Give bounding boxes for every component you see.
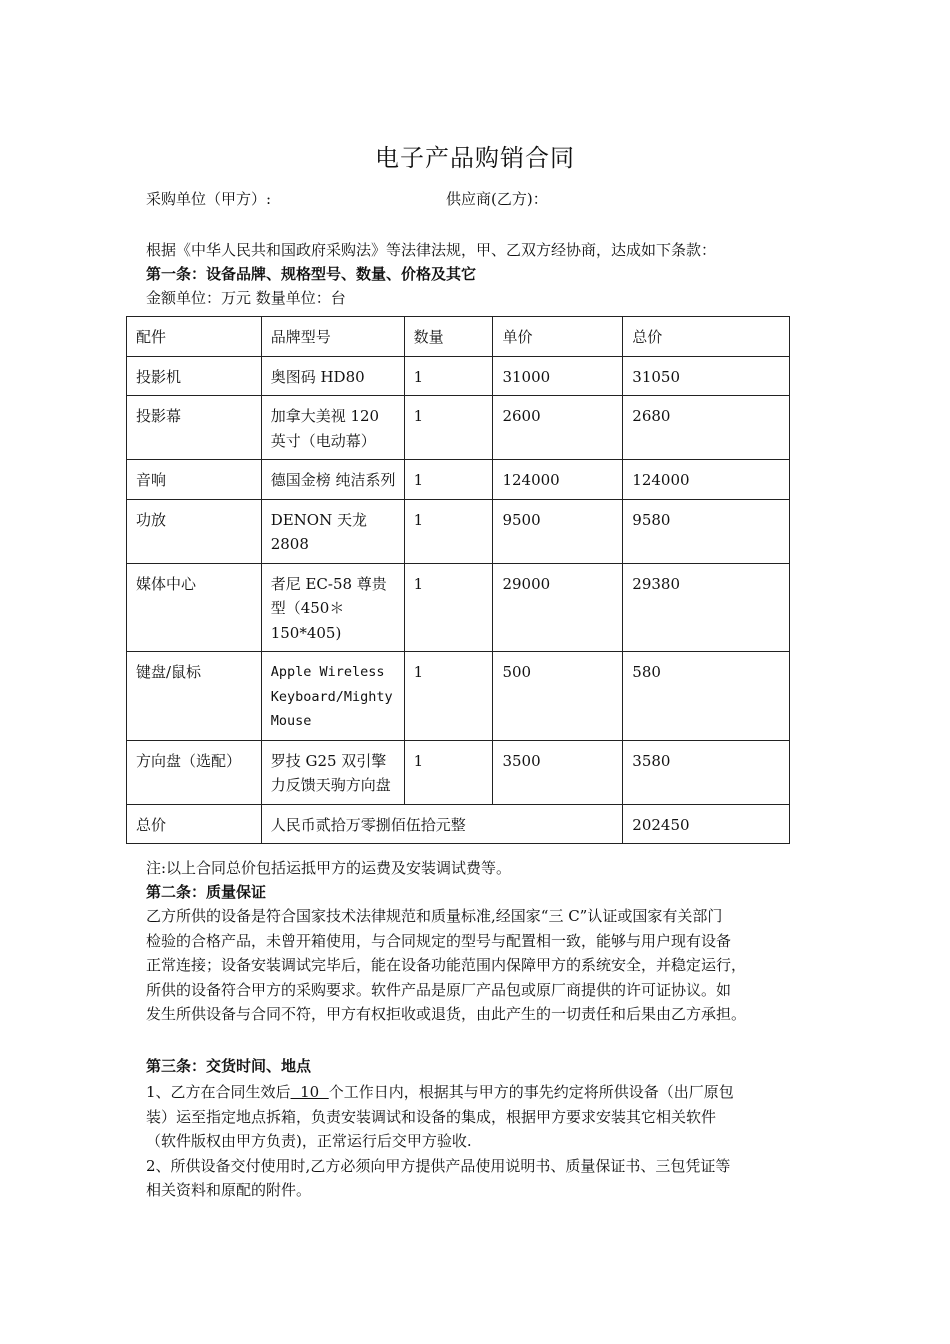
party-a-label: 采购单位（甲方）: xyxy=(146,190,272,208)
part-cell: 投影机 xyxy=(127,356,262,396)
qty-cell: 1 xyxy=(404,563,493,652)
table-header-row xyxy=(127,317,790,357)
price-note: 注:以上合同总价包括运抵甲方的运费及安装调试费等。 xyxy=(146,859,512,877)
article2-body xyxy=(146,904,810,1027)
table-total-row xyxy=(127,804,790,844)
article2-line: 检验的合格产品，未曾开箱使用，与合同规定的型号与配置相一致，能够与用户现有设备 xyxy=(146,931,732,950)
table-row xyxy=(127,356,790,396)
article3-line: （软件版权由甲方负责)，正常运行后交甲方验收. xyxy=(146,1132,472,1151)
table-row xyxy=(127,499,790,563)
delivery-days: 10 xyxy=(290,1083,329,1101)
qty-cell: 1 xyxy=(404,356,493,396)
model-cell: 加拿大美视 120 英寸（电动幕） xyxy=(261,396,404,460)
qty-cell: 1 xyxy=(404,740,493,804)
model-cell: 奥图码 HD80 xyxy=(261,356,404,396)
part-cell: 键盘/鼠标 xyxy=(127,652,262,741)
total-price-cell: 9580 xyxy=(623,499,790,563)
qty-cell: 1 xyxy=(404,460,493,500)
qty-cell: 1 xyxy=(404,396,493,460)
total-price-cell: 29380 xyxy=(623,563,790,652)
total-price-cell: 124000 xyxy=(623,460,790,500)
unit-price-cell: 2600 xyxy=(493,396,623,460)
model-cell: DENON 天龙 2808 xyxy=(261,499,404,563)
unit-price-cell: 124000 xyxy=(493,460,623,500)
qty-cell: 1 xyxy=(404,652,493,741)
unit-price-cell: 3500 xyxy=(493,740,623,804)
table-row xyxy=(127,396,790,460)
total-price-cell: 580 xyxy=(623,652,790,741)
header-cell: 单价 xyxy=(493,317,623,357)
article3-line: 2、所供设备交付使用时,乙方必须向甲方提供产品使用说明书、质量保证书、三包凭证等 xyxy=(146,1156,731,1175)
total-price-cell: 31050 xyxy=(623,356,790,396)
header-cell: 数量 xyxy=(404,317,493,357)
qty-cell: 1 xyxy=(404,499,493,563)
unit-price-cell: 500 xyxy=(493,652,623,741)
header-cell: 配件 xyxy=(127,317,262,357)
article2-heading: 第二条：质量保证 xyxy=(146,883,267,901)
part-cell: 方向盘（选配） xyxy=(127,740,262,804)
article2-line: 正常连接；设备安装调试完毕后，能在设备功能范围内保障甲方的系统安全，并稳定运行， xyxy=(146,956,747,975)
article3-line: 装）运至指定地点拆箱，负责安装调试和设备的集成，根据甲方要求安装其它相关软件 xyxy=(146,1107,717,1126)
part-cell: 投影幕 xyxy=(127,396,262,460)
article3-line: 相关资料和原配的附件。 xyxy=(146,1181,312,1200)
article3-heading: 第三条：交货时间、地点 xyxy=(146,1057,312,1075)
total-price-cell: 3580 xyxy=(623,740,790,804)
equipment-table xyxy=(126,316,790,844)
part-cell: 音响 xyxy=(127,460,262,500)
table-row xyxy=(127,563,790,652)
unit-price-cell: 29000 xyxy=(493,563,623,652)
intro-text: 根据《中华人民共和国政府采购法》等法律法规，甲、乙双方经协商，达成如下条款： xyxy=(146,241,717,259)
total-label-cell: 总价 xyxy=(127,804,262,844)
article2-line: 发生所供设备与合同不符，甲方有权拒收或退货，由此产生的一切责任和后果由乙方承担。 xyxy=(146,1005,747,1024)
total-amount-cell: 202450 xyxy=(623,804,790,844)
model-cell: 者尼 EC-58 尊贵型（450＊150*405) xyxy=(261,563,404,652)
article3-body xyxy=(146,1080,810,1203)
table-row xyxy=(127,652,790,741)
item1-suffix: 个工作日内，根据其与甲方的事先约定将所供设备（出厂原包 xyxy=(328,1083,734,1101)
table-row xyxy=(127,740,790,804)
article2-line: 所供的设备符合甲方的采购要求。软件产品是原厂产品包或原厂商提供的许可证协议。如 xyxy=(146,980,732,999)
units-note: 金额单位：万元 数量单位：台 xyxy=(146,289,346,307)
part-cell: 功放 xyxy=(127,499,262,563)
part-cell: 媒体中心 xyxy=(127,563,262,652)
party-b-label: 供应商(乙方)： xyxy=(446,190,548,208)
table-row xyxy=(127,460,790,500)
article2-line: 乙方所供的设备是符合国家技术法律规范和质量标准,经国家“三 C”认证或国家有关部门 xyxy=(146,907,723,925)
model-cell: 德国金榜 纯洁系列 xyxy=(261,460,404,500)
article1-heading: 第一条：设备品牌、规格型号、数量、价格及其它 xyxy=(146,265,477,283)
model-cell: 罗技 G25 双引擎力反馈天驹方向盘 xyxy=(261,740,404,804)
total-in-words-cell: 人民币贰拾万零捌佰伍拾元整 xyxy=(261,804,623,844)
total-price-cell: 2680 xyxy=(623,396,790,460)
article3-item1-first-line xyxy=(146,1080,810,1105)
model-cell: Apple Wireless Keyboard/Mighty Mouse xyxy=(261,652,404,741)
header-cell: 总价 xyxy=(623,317,790,357)
unit-price-cell: 31000 xyxy=(493,356,623,396)
header-cell: 品牌型号 xyxy=(261,317,404,357)
item1-prefix: 1、乙方在合同生效后 xyxy=(146,1083,291,1101)
document-title: 电子产品购销合同 xyxy=(375,144,575,172)
unit-price-cell: 9500 xyxy=(493,499,623,563)
